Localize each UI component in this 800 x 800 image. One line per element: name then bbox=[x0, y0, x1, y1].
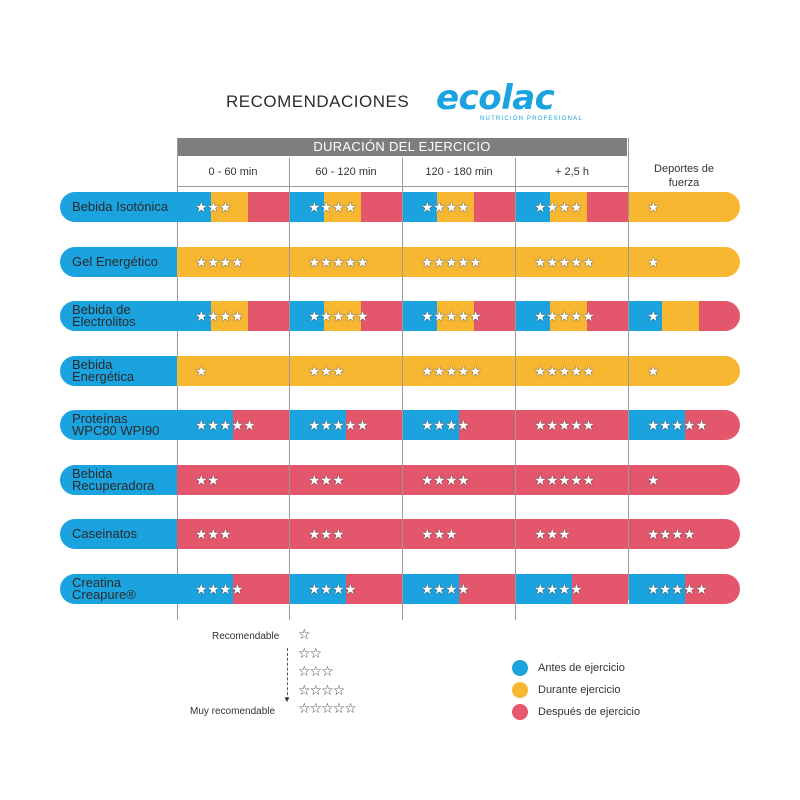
rating-cell bbox=[516, 574, 628, 604]
star-rating: ★ bbox=[647, 307, 660, 324]
rating-cell bbox=[290, 192, 402, 222]
star-rating: ★★★ bbox=[195, 525, 232, 542]
rating-cell bbox=[516, 519, 628, 549]
star-rating: ★ bbox=[647, 253, 660, 270]
star-rating: ★★★★★ bbox=[534, 362, 595, 379]
column-divider bbox=[289, 158, 290, 620]
star-rating: ★★★ bbox=[195, 198, 232, 215]
scale-arrow-head: ▼ bbox=[283, 695, 291, 704]
scale-top-label: Recomendable bbox=[212, 631, 280, 642]
ecolac-logo: ecolac bbox=[436, 78, 555, 118]
star-rating: ★ bbox=[647, 471, 660, 488]
timing-segment-durante bbox=[662, 301, 699, 331]
scale-arrow bbox=[287, 648, 288, 700]
rating-cell bbox=[177, 519, 289, 549]
rating-cell bbox=[403, 192, 515, 222]
duration-title: DURACIÓN DEL EJERCICIO bbox=[313, 139, 491, 154]
column-header-2: 120 - 180 min bbox=[425, 166, 493, 178]
rating-cell bbox=[290, 301, 402, 331]
rating-cell bbox=[403, 301, 515, 331]
star-rating: ★★★★ bbox=[308, 198, 357, 215]
rating-cell bbox=[516, 301, 628, 331]
rating-cell bbox=[290, 465, 402, 495]
star-rating: ★ bbox=[195, 362, 208, 379]
rating-cell bbox=[629, 519, 740, 549]
star-rating: ★★★★ bbox=[195, 307, 244, 324]
timing-segment-durante bbox=[629, 247, 740, 277]
timing-segment-despues bbox=[177, 465, 289, 495]
rating-cell bbox=[629, 192, 740, 222]
product-name: Bebida Energética bbox=[72, 357, 135, 384]
timing-segment-despues bbox=[699, 301, 740, 331]
rating-cell bbox=[403, 410, 515, 440]
legend-dot-durante bbox=[512, 682, 528, 698]
star-rating: ★★★ bbox=[421, 525, 458, 542]
product-name: Bebida de Electrolitos bbox=[72, 302, 136, 329]
product-name: Bebida Isotónica bbox=[72, 199, 169, 214]
legend-dot-despues bbox=[512, 704, 528, 720]
page-title: RECOMENDACIONES bbox=[226, 92, 410, 111]
star-rating: ★★★ bbox=[308, 471, 345, 488]
star-rating: ★★★★★ bbox=[308, 416, 369, 433]
timing-segment-durante bbox=[629, 192, 740, 222]
rating-cell bbox=[290, 356, 402, 386]
star-rating: ★★★★ bbox=[195, 580, 244, 597]
rating-cell bbox=[403, 519, 515, 549]
star-rating: ★ bbox=[647, 362, 660, 379]
timing-segment-durante bbox=[629, 356, 740, 386]
legend-dot-antes bbox=[512, 660, 528, 676]
scale-stars: ☆☆☆☆ bbox=[298, 681, 345, 698]
star-rating: ★★★★★ bbox=[308, 307, 369, 324]
rating-cell bbox=[177, 410, 289, 440]
rating-cell bbox=[177, 301, 289, 331]
star-rating: ★★★★ bbox=[534, 580, 583, 597]
column-divider bbox=[402, 158, 403, 620]
star-rating: ★★★★ bbox=[421, 198, 470, 215]
column-header-0: 0 - 60 min bbox=[208, 166, 258, 178]
star-rating: ★ bbox=[647, 198, 660, 215]
rating-cell bbox=[177, 192, 289, 222]
star-rating: ★★★★★ bbox=[534, 416, 595, 433]
rating-cell bbox=[516, 465, 628, 495]
scale-stars: ☆ bbox=[298, 626, 310, 642]
timing-segment-despues bbox=[587, 192, 628, 222]
rating-cell bbox=[177, 465, 289, 495]
product-name: Caseinatos bbox=[72, 526, 138, 541]
star-rating: ★★★★ bbox=[421, 471, 470, 488]
legend-label-durante: Durante ejercicio bbox=[538, 684, 621, 696]
star-rating: ★★★★★ bbox=[534, 471, 595, 488]
product-name: Proteínas WPC80 WPI90 bbox=[72, 411, 160, 438]
column-header-3: + 2,5 h bbox=[555, 166, 589, 178]
scale-stars: ☆☆☆ bbox=[298, 663, 333, 679]
timing-segment-despues bbox=[474, 192, 515, 222]
rating-cell bbox=[403, 356, 515, 386]
product-name: Gel Energético bbox=[72, 254, 158, 269]
rating-cell bbox=[629, 410, 740, 440]
star-rating: ★★★★ bbox=[421, 416, 470, 433]
column-header-4: Deportes de fuerza bbox=[654, 163, 714, 189]
rating-cell bbox=[290, 247, 402, 277]
timing-segment-despues bbox=[361, 192, 402, 222]
column-divider bbox=[515, 158, 516, 620]
scale-stars: ☆☆ bbox=[298, 644, 322, 661]
star-rating: ★★★★★ bbox=[647, 416, 708, 433]
star-rating: ★★★★★ bbox=[308, 253, 369, 270]
star-rating: ★★★★★ bbox=[421, 362, 482, 379]
star-rating: ★★★ bbox=[534, 525, 571, 542]
rating-cell bbox=[629, 247, 740, 277]
timing-segment-despues bbox=[629, 465, 740, 495]
rating-cell bbox=[177, 574, 289, 604]
timing-segment-durante bbox=[177, 356, 289, 386]
star-rating: ★★★★ bbox=[308, 580, 357, 597]
logo-subtitle: NUTRICIÓN PROFESIONAL bbox=[480, 116, 583, 122]
star-rating: ★★★★ bbox=[647, 525, 696, 542]
product-name: Creatina Creapure® bbox=[72, 575, 136, 602]
timing-segment-despues bbox=[403, 519, 515, 549]
star-rating: ★★★★★ bbox=[421, 307, 482, 324]
rating-cell bbox=[629, 356, 740, 386]
header-underline bbox=[177, 186, 628, 187]
scale-stars: ☆☆☆☆☆ bbox=[298, 700, 356, 716]
rating-cell bbox=[290, 519, 402, 549]
timing-segment-despues bbox=[248, 192, 289, 222]
rating-cell bbox=[516, 410, 628, 440]
legend-label-despues: Después de ejercicio bbox=[538, 706, 641, 718]
star-rating: ★★★★ bbox=[421, 580, 470, 597]
rating-cell bbox=[629, 574, 740, 604]
star-rating: ★★★★★ bbox=[647, 580, 708, 597]
rating-cell bbox=[516, 356, 628, 386]
star-rating: ★★★ bbox=[308, 362, 345, 379]
star-rating: ★★★★★ bbox=[534, 307, 595, 324]
timing-segment-despues bbox=[177, 519, 289, 549]
scale-bottom-label: Muy recomendable bbox=[190, 706, 276, 717]
star-rating: ★★★★ bbox=[195, 253, 244, 270]
timing-segment-despues bbox=[248, 301, 289, 331]
rating-cell bbox=[403, 465, 515, 495]
duration-band bbox=[177, 138, 627, 156]
rating-cell bbox=[290, 574, 402, 604]
rating-cell bbox=[629, 301, 740, 331]
timing-segment-despues bbox=[290, 465, 402, 495]
rating-cell bbox=[629, 465, 740, 495]
rating-cell bbox=[177, 356, 289, 386]
star-rating: ★★★ bbox=[308, 525, 345, 542]
product-name: Bebida Recuperadora bbox=[72, 466, 155, 493]
legend-label-antes: Antes de ejercicio bbox=[538, 662, 625, 674]
rating-cell bbox=[516, 247, 628, 277]
star-rating: ★★ bbox=[195, 471, 220, 488]
star-rating: ★★★★★ bbox=[421, 253, 482, 270]
column-header-1: 60 - 120 min bbox=[315, 166, 377, 178]
rating-cell bbox=[516, 192, 628, 222]
star-rating: ★★★★★ bbox=[534, 253, 595, 270]
timing-segment-despues bbox=[516, 519, 628, 549]
timing-segment-durante bbox=[290, 356, 402, 386]
star-rating: ★★★★★ bbox=[195, 416, 256, 433]
rating-cell bbox=[290, 410, 402, 440]
rating-cell bbox=[403, 574, 515, 604]
rating-cell bbox=[177, 247, 289, 277]
star-rating: ★★★★ bbox=[534, 198, 583, 215]
rating-cell bbox=[403, 247, 515, 277]
timing-segment-despues bbox=[290, 519, 402, 549]
